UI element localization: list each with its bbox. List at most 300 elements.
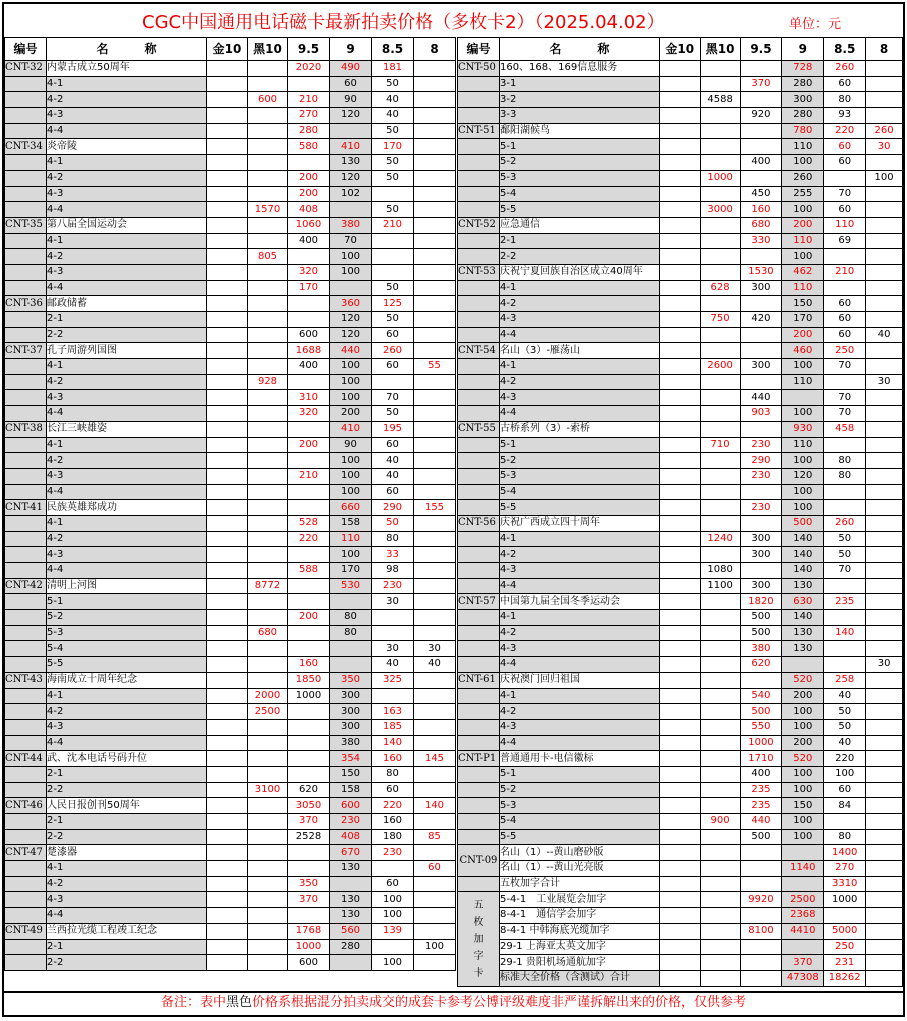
price-cell-black10: 2500 bbox=[248, 704, 288, 720]
price-cell-8 bbox=[414, 766, 456, 782]
card-name: 长江三峡雄姿 bbox=[47, 421, 207, 437]
sub-row bbox=[458, 610, 903, 626]
price-cell-8 bbox=[866, 515, 903, 531]
card-name: 5-1 bbox=[499, 766, 659, 782]
price-cell-9-5: 320 bbox=[288, 264, 330, 280]
card-name: 4-1 bbox=[47, 688, 207, 704]
price-cell-9: 100 bbox=[782, 359, 824, 375]
price-cell-8 bbox=[414, 312, 456, 328]
price-cell-gold10 bbox=[207, 233, 248, 249]
price-cell-9-5: 903 bbox=[740, 406, 782, 422]
price-cell-8-5: 40 bbox=[372, 108, 414, 124]
price-cell-black10 bbox=[700, 688, 740, 704]
price-cell-9-5 bbox=[740, 955, 782, 971]
series-row bbox=[458, 751, 903, 767]
price-cell-8 bbox=[866, 202, 903, 218]
price-cell-black10 bbox=[700, 343, 740, 359]
price-cell-9-5: 600 bbox=[288, 327, 330, 343]
price-cell-9: 4410 bbox=[782, 923, 824, 939]
series-code bbox=[458, 76, 500, 92]
price-cell-8-5: 98 bbox=[372, 563, 414, 579]
price-cell-8 bbox=[866, 547, 903, 563]
price-cell-9: 1140 bbox=[782, 861, 824, 877]
sub-row bbox=[458, 468, 903, 484]
price-cell-gold10 bbox=[659, 61, 700, 77]
card-name: 5-2 bbox=[47, 610, 207, 626]
sub-row bbox=[5, 233, 456, 249]
price-cell-black10 bbox=[248, 672, 288, 688]
price-cell-black10 bbox=[248, 108, 288, 124]
price-cell-8 bbox=[414, 908, 456, 924]
price-cell-8-5: 100 bbox=[372, 955, 414, 971]
price-cell-8-5: 1400 bbox=[824, 845, 866, 861]
series-code bbox=[458, 829, 500, 845]
price-cell-black10: 600 bbox=[248, 92, 288, 108]
price-cell-8-5: 170 bbox=[372, 139, 414, 155]
price-cell-black10: 1080 bbox=[700, 563, 740, 579]
card-name: 武、沈本电话号码升位 bbox=[47, 751, 207, 767]
card-name: 2-1 bbox=[47, 814, 207, 830]
series-code bbox=[458, 688, 500, 704]
sub-row bbox=[5, 359, 456, 375]
series-code bbox=[458, 359, 500, 375]
price-cell-9: 120 bbox=[330, 170, 372, 186]
price-cell-8 bbox=[866, 186, 903, 202]
price-cell-9: 440 bbox=[330, 343, 372, 359]
price-cell-8-5: 160 bbox=[372, 751, 414, 767]
price-cell-9: 200 bbox=[330, 406, 372, 422]
card-name: 4-1 bbox=[499, 610, 659, 626]
price-cell-gold10 bbox=[207, 312, 248, 328]
price-cell-9: 100 bbox=[782, 484, 824, 500]
price-cell-9-5: 1850 bbox=[288, 672, 330, 688]
price-cell-black10 bbox=[700, 264, 740, 280]
series-code bbox=[5, 453, 47, 469]
sub-row bbox=[5, 657, 456, 673]
price-cell-9-5: 1000 bbox=[740, 735, 782, 751]
price-cell-8 bbox=[866, 406, 903, 422]
series-code bbox=[5, 829, 47, 845]
price-cell-8: 40 bbox=[414, 657, 456, 673]
price-cell-gold10 bbox=[659, 233, 700, 249]
price-cell-9-5: 290 bbox=[740, 453, 782, 469]
price-cell-9-5 bbox=[740, 139, 782, 155]
price-cell-9: 110 bbox=[782, 280, 824, 296]
series-code: CNT-52 bbox=[458, 217, 500, 233]
price-cell-9: 100 bbox=[782, 500, 824, 516]
price-cell-9-5: 280 bbox=[288, 123, 330, 139]
price-cell-black10 bbox=[700, 61, 740, 77]
sub-row bbox=[458, 719, 903, 735]
card-name: 4-4 bbox=[499, 578, 659, 594]
series-code bbox=[5, 939, 47, 955]
price-cell-gold10 bbox=[659, 108, 700, 124]
price-cell-9: 100 bbox=[330, 374, 372, 390]
price-cell-gold10 bbox=[659, 923, 700, 939]
price-cell-black10 bbox=[248, 468, 288, 484]
price-cell-9: 280 bbox=[782, 108, 824, 124]
header-code: 编号 bbox=[458, 38, 500, 61]
card-name: 8-4-1 通信学会加字 bbox=[499, 908, 659, 924]
series-code bbox=[5, 170, 47, 186]
price-cell-8-5: 60 bbox=[824, 782, 866, 798]
price-cell-gold10 bbox=[659, 468, 700, 484]
price-cell-black10 bbox=[248, 312, 288, 328]
price-cell-gold10 bbox=[207, 751, 248, 767]
price-cell-9-5: 500 bbox=[740, 610, 782, 626]
price-cell-9-5 bbox=[288, 594, 330, 610]
series-code bbox=[5, 625, 47, 641]
sub-row bbox=[458, 829, 903, 845]
price-cell-9: 110 bbox=[782, 233, 824, 249]
price-cell-8-5: 80 bbox=[372, 766, 414, 782]
price-cell-8 bbox=[414, 892, 456, 908]
price-cell-black10 bbox=[700, 657, 740, 673]
sub-row bbox=[5, 406, 456, 422]
price-cell-8 bbox=[866, 280, 903, 296]
series-code bbox=[5, 406, 47, 422]
price-cell-gold10 bbox=[207, 845, 248, 861]
price-cell-black10 bbox=[700, 735, 740, 751]
price-cell-black10 bbox=[248, 233, 288, 249]
series-code bbox=[458, 453, 500, 469]
series-code bbox=[5, 186, 47, 202]
price-cell-8 bbox=[414, 563, 456, 579]
price-cell-9 bbox=[330, 202, 372, 218]
price-cell-8-5 bbox=[824, 814, 866, 830]
card-name: 名山（1）--黄山光亮版 bbox=[499, 861, 659, 877]
sub-row bbox=[458, 92, 903, 108]
price-cell-9: 150 bbox=[782, 798, 824, 814]
price-cell-8 bbox=[866, 719, 903, 735]
price-cell-8 bbox=[866, 453, 903, 469]
series-code bbox=[458, 641, 500, 657]
price-cell-black10 bbox=[700, 327, 740, 343]
price-cell-8 bbox=[414, 390, 456, 406]
series-code bbox=[5, 233, 47, 249]
price-cell-black10: 1000 bbox=[700, 170, 740, 186]
series-code bbox=[5, 610, 47, 626]
price-cell-8-5: 50 bbox=[372, 515, 414, 531]
sub-row bbox=[458, 312, 903, 328]
price-cell-9-5: 160 bbox=[288, 657, 330, 673]
price-cell-8-5: 50 bbox=[372, 170, 414, 186]
price-cell-gold10 bbox=[659, 327, 700, 343]
price-cell-gold10 bbox=[207, 421, 248, 437]
price-cell-9: 130 bbox=[330, 155, 372, 171]
price-cell-9: 380 bbox=[330, 217, 372, 233]
price-cell-8-5: 60 bbox=[372, 437, 414, 453]
price-cell-black10 bbox=[248, 751, 288, 767]
price-cell-9: 2500 bbox=[782, 892, 824, 908]
price-cell-8-5: 290 bbox=[372, 500, 414, 516]
price-cell-8 bbox=[866, 312, 903, 328]
sub-row bbox=[458, 453, 903, 469]
card-name: 民族英雄郑成功 bbox=[47, 500, 207, 516]
price-cell-8 bbox=[414, 406, 456, 422]
price-cell-gold10 bbox=[659, 264, 700, 280]
price-cell-9: 110 bbox=[782, 374, 824, 390]
card-name: 29-1 贵阳机场通航加字 bbox=[499, 955, 659, 971]
series-row bbox=[5, 578, 456, 594]
series-code bbox=[5, 955, 47, 971]
price-cell-9-5 bbox=[288, 547, 330, 563]
card-name: 4-2 bbox=[47, 453, 207, 469]
series-code bbox=[5, 641, 47, 657]
price-cell-8: 100 bbox=[866, 170, 903, 186]
series-code: CNT-61 bbox=[458, 672, 500, 688]
price-cell-8-5: 139 bbox=[372, 923, 414, 939]
header-8: 8 bbox=[414, 38, 456, 61]
price-cell-black10 bbox=[700, 782, 740, 798]
price-cell-8-5: 210 bbox=[824, 264, 866, 280]
price-cell-black10 bbox=[700, 108, 740, 124]
price-cell-gold10 bbox=[659, 688, 700, 704]
price-cell-8 bbox=[866, 437, 903, 453]
sub-row bbox=[458, 296, 903, 312]
price-cell-gold10 bbox=[207, 390, 248, 406]
series-code bbox=[458, 766, 500, 782]
card-name: 5-4-1 工业展览会加字 bbox=[499, 892, 659, 908]
five-overprint-char: 枚 bbox=[473, 916, 484, 928]
price-cell-9-5: 200 bbox=[288, 170, 330, 186]
price-cell-8 bbox=[414, 249, 456, 265]
sub-row bbox=[458, 625, 903, 641]
price-cell-gold10 bbox=[659, 296, 700, 312]
price-cell-8 bbox=[414, 876, 456, 892]
series-row bbox=[5, 923, 456, 939]
price-cell-black10 bbox=[700, 610, 740, 626]
price-cell-9: 350 bbox=[330, 672, 372, 688]
series-code: CNT-34 bbox=[5, 139, 47, 155]
price-cell-gold10 bbox=[207, 249, 248, 265]
price-cell-9-5 bbox=[740, 249, 782, 265]
price-cell-9: 200 bbox=[782, 688, 824, 704]
price-cell-black10 bbox=[700, 484, 740, 500]
price-cell-9: 560 bbox=[330, 923, 372, 939]
price-cell-8 bbox=[866, 500, 903, 516]
price-cell-9-5 bbox=[740, 374, 782, 390]
price-cell-8-5: 60 bbox=[372, 484, 414, 500]
sub-row bbox=[458, 578, 903, 594]
price-cell-9-5: 600 bbox=[288, 955, 330, 971]
price-cell-9-5 bbox=[288, 155, 330, 171]
price-cell-9: 490 bbox=[330, 61, 372, 77]
price-cell-9: 460 bbox=[782, 343, 824, 359]
sub-row bbox=[5, 625, 456, 641]
card-name: 应急通信 bbox=[499, 217, 659, 233]
card-name: 庆祝宁夏回族自治区成立40周年 bbox=[499, 264, 659, 280]
series-code bbox=[5, 155, 47, 171]
price-cell-black10 bbox=[700, 468, 740, 484]
price-cell-8 bbox=[866, 672, 903, 688]
price-cell-gold10 bbox=[207, 468, 248, 484]
price-cell-9-5: 400 bbox=[740, 766, 782, 782]
card-name: 2-2 bbox=[499, 249, 659, 265]
series-code bbox=[5, 719, 47, 735]
price-cell-9-5: 300 bbox=[740, 359, 782, 375]
series-code bbox=[5, 861, 47, 877]
card-name: 5-1 bbox=[499, 437, 659, 453]
price-cell-9-5: 620 bbox=[740, 657, 782, 673]
series-code bbox=[5, 547, 47, 563]
sub-row bbox=[458, 704, 903, 720]
price-cell-8 bbox=[866, 735, 903, 751]
price-cell-black10: 628 bbox=[700, 280, 740, 296]
price-cell-black10 bbox=[248, 939, 288, 955]
series-code bbox=[458, 468, 500, 484]
series-code bbox=[458, 374, 500, 390]
card-name: 海南成立十周年纪念 bbox=[47, 672, 207, 688]
series-row bbox=[458, 672, 903, 688]
card-name: 4-3 bbox=[47, 547, 207, 563]
sub-row bbox=[458, 814, 903, 830]
price-cell-8 bbox=[414, 814, 456, 830]
price-cell-gold10 bbox=[659, 359, 700, 375]
price-cell-8 bbox=[866, 970, 903, 986]
price-cell-gold10 bbox=[659, 484, 700, 500]
price-cell-8-5: 185 bbox=[372, 719, 414, 735]
sub-row bbox=[458, 484, 903, 500]
price-cell-gold10 bbox=[659, 892, 700, 908]
price-cell-8 bbox=[866, 390, 903, 406]
price-cell-black10 bbox=[700, 704, 740, 720]
price-cell-9-5: 1820 bbox=[740, 594, 782, 610]
price-cell-black10 bbox=[700, 892, 740, 908]
price-cell-8 bbox=[866, 531, 903, 547]
sub-row bbox=[5, 641, 456, 657]
series-code bbox=[5, 735, 47, 751]
price-cell-gold10 bbox=[207, 876, 248, 892]
price-cell-9-5: 210 bbox=[288, 92, 330, 108]
price-cell-gold10 bbox=[207, 672, 248, 688]
series-row bbox=[5, 343, 456, 359]
card-name: 2-2 bbox=[47, 829, 207, 845]
price-cell-black10: 710 bbox=[700, 437, 740, 453]
price-cell-black10 bbox=[248, 61, 288, 77]
price-cell-9-5 bbox=[288, 704, 330, 720]
price-cell-gold10 bbox=[207, 264, 248, 280]
series-code bbox=[5, 92, 47, 108]
price-cell-8-5: 50 bbox=[372, 406, 414, 422]
card-name: 4-1 bbox=[47, 359, 207, 375]
header-black10: 黑10 bbox=[700, 38, 740, 61]
price-cell-8 bbox=[866, 108, 903, 124]
series-code: CNT-54 bbox=[458, 343, 500, 359]
left-header-row bbox=[5, 38, 456, 61]
price-cell-9 bbox=[330, 641, 372, 657]
series-code bbox=[5, 249, 47, 265]
price-cell-8: 55 bbox=[414, 359, 456, 375]
header-name: 名 称 bbox=[47, 38, 207, 61]
sub-row bbox=[5, 861, 456, 877]
card-name: 2-1 bbox=[47, 312, 207, 328]
price-cell-gold10 bbox=[207, 500, 248, 516]
price-cell-gold10 bbox=[659, 735, 700, 751]
card-name: 鄱阳湖候鸟 bbox=[499, 123, 659, 139]
series-code bbox=[458, 531, 500, 547]
card-name: 4-1 bbox=[47, 515, 207, 531]
price-cell-gold10 bbox=[659, 515, 700, 531]
price-cell-gold10 bbox=[659, 625, 700, 641]
price-cell-black10 bbox=[700, 641, 740, 657]
series-code bbox=[458, 92, 500, 108]
price-cell-gold10 bbox=[207, 892, 248, 908]
price-cell-gold10 bbox=[659, 876, 700, 892]
price-cell-8: 85 bbox=[414, 829, 456, 845]
card-name: 庆祝广西成立四十周年 bbox=[499, 515, 659, 531]
price-cell-9: 100 bbox=[782, 814, 824, 830]
card-name: 5-4 bbox=[499, 814, 659, 830]
price-cell-black10 bbox=[248, 735, 288, 751]
price-cell-8-5: 80 bbox=[824, 468, 866, 484]
price-cell-black10 bbox=[700, 139, 740, 155]
price-cell-black10 bbox=[700, 876, 740, 892]
card-name: 4-4 bbox=[47, 280, 207, 296]
card-name: 4-3 bbox=[499, 563, 659, 579]
card-name: 邮政储蓄 bbox=[47, 296, 207, 312]
price-cell-black10 bbox=[700, 76, 740, 92]
wu-row bbox=[458, 892, 903, 908]
price-cell-gold10 bbox=[659, 814, 700, 830]
price-cell-9-5 bbox=[288, 735, 330, 751]
card-name: 4-2 bbox=[47, 531, 207, 547]
price-cell-gold10 bbox=[659, 704, 700, 720]
price-cell-black10 bbox=[248, 343, 288, 359]
price-cell-8-5: 181 bbox=[372, 61, 414, 77]
wu-row bbox=[458, 923, 903, 939]
series-row bbox=[458, 343, 903, 359]
price-cell-gold10 bbox=[659, 390, 700, 406]
price-cell-gold10 bbox=[207, 735, 248, 751]
price-cell-9: 80 bbox=[330, 625, 372, 641]
price-cell-gold10 bbox=[207, 625, 248, 641]
sub-row bbox=[5, 531, 456, 547]
price-cell-black10 bbox=[700, 829, 740, 845]
grand-total-row bbox=[458, 970, 903, 986]
card-name: 4-4 bbox=[47, 406, 207, 422]
price-cell-8-5: 50 bbox=[824, 547, 866, 563]
price-cell-8-5: 84 bbox=[824, 798, 866, 814]
series-code: CNT-43 bbox=[5, 672, 47, 688]
price-cell-8 bbox=[866, 688, 903, 704]
card-name: 4-3 bbox=[47, 186, 207, 202]
price-cell-gold10 bbox=[659, 578, 700, 594]
card-name: 普通通用卡-电信徽标 bbox=[499, 751, 659, 767]
price-cell-8: 260 bbox=[866, 123, 903, 139]
price-cell-8: 140 bbox=[414, 798, 456, 814]
price-cell-8 bbox=[414, 625, 456, 641]
price-cell-8 bbox=[866, 766, 903, 782]
card-name: 4-4 bbox=[499, 406, 659, 422]
price-cell-8 bbox=[414, 719, 456, 735]
price-cell-8 bbox=[866, 641, 903, 657]
price-cell-8-5 bbox=[372, 249, 414, 265]
price-cell-8-5 bbox=[824, 170, 866, 186]
price-cell-black10 bbox=[700, 453, 740, 469]
price-cell-gold10 bbox=[659, 374, 700, 390]
price-cell-8 bbox=[414, 547, 456, 563]
sub-row bbox=[5, 280, 456, 296]
price-cell-8 bbox=[414, 327, 456, 343]
price-cell-black10 bbox=[700, 861, 740, 877]
card-name: 名山（3）-雁荡山 bbox=[499, 343, 659, 359]
series-code bbox=[458, 610, 500, 626]
card-name: 5-1 bbox=[47, 594, 207, 610]
price-cell-gold10 bbox=[659, 782, 700, 798]
price-cell-9: 930 bbox=[782, 421, 824, 437]
sub-row bbox=[5, 202, 456, 218]
